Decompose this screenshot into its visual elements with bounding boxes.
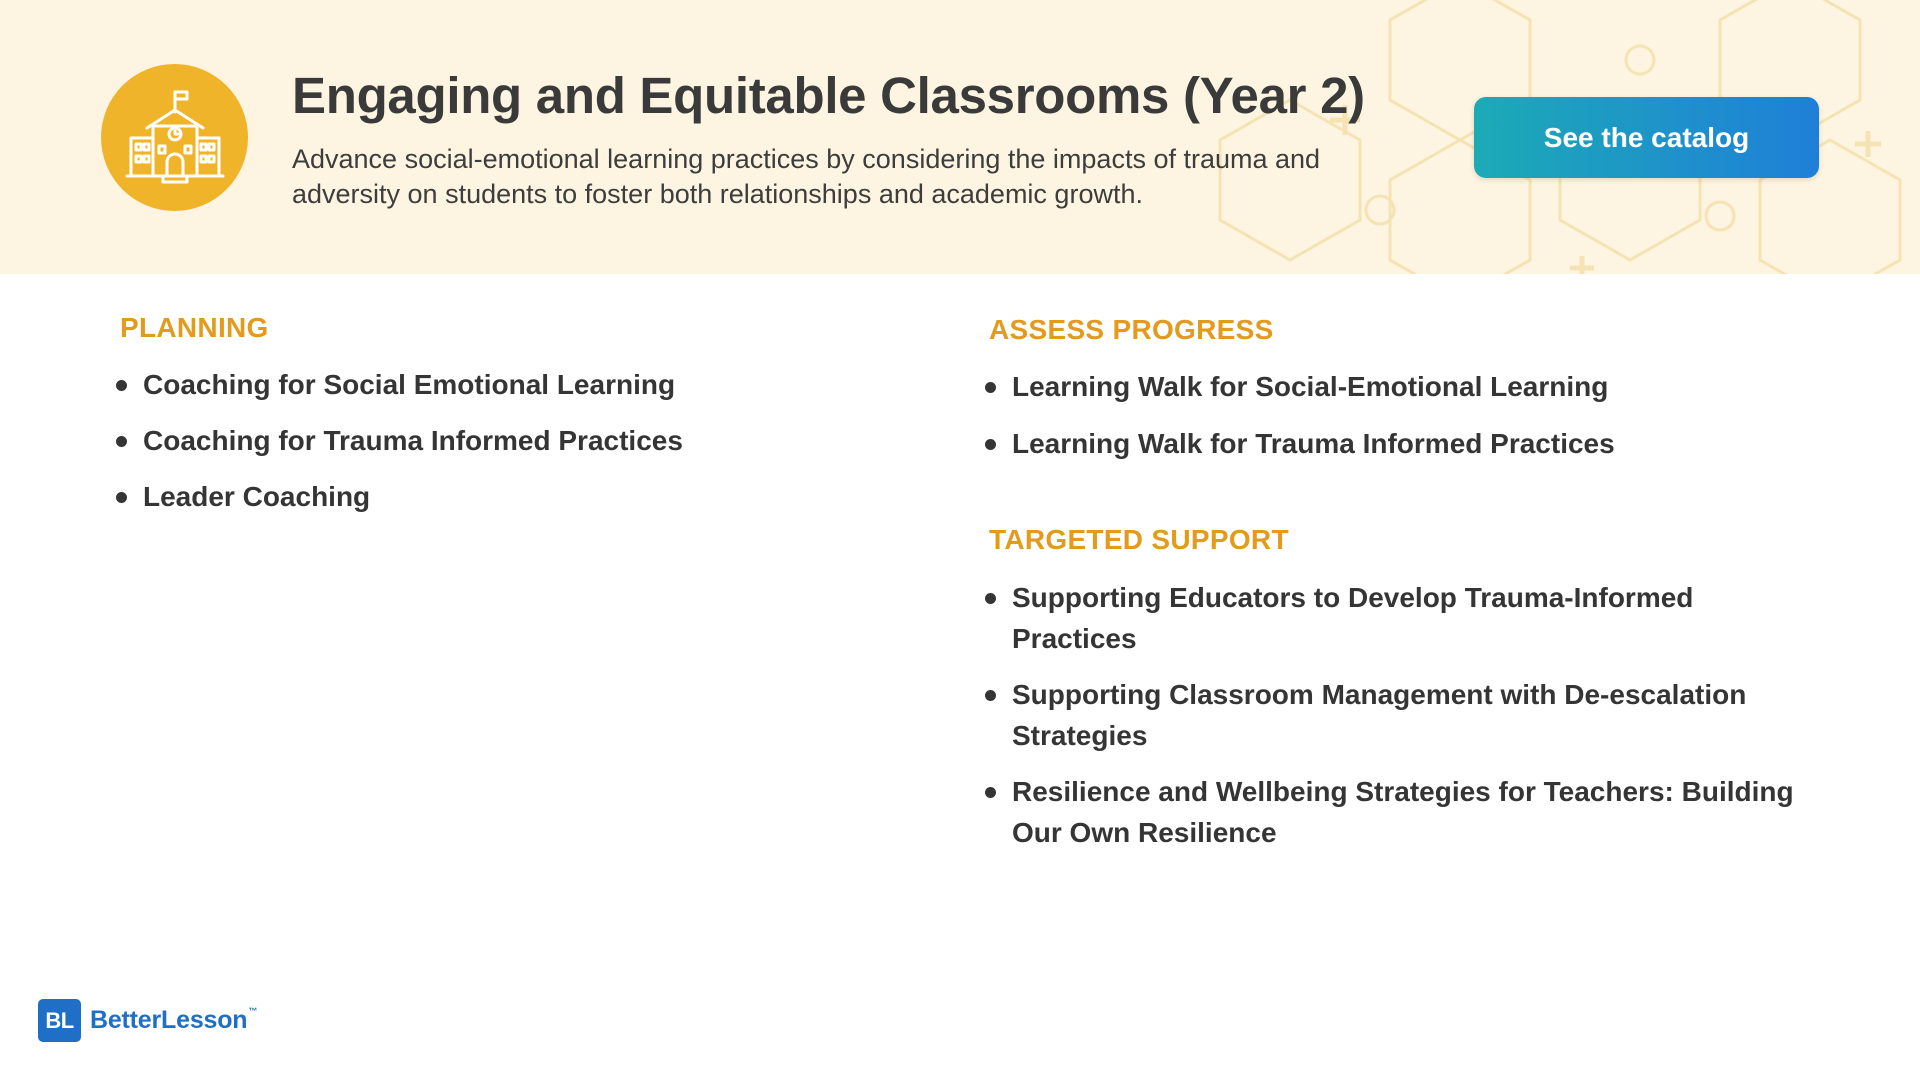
list-item[interactable]: [985, 771, 1805, 853]
header-banner: [0, 0, 1920, 274]
list-item[interactable]: [985, 674, 1805, 756]
list-item-label: Supporting Classroom Management with De-escalation Strategies: [1012, 679, 1747, 751]
bullet-icon: [985, 382, 996, 393]
planning-list: [116, 364, 876, 517]
section-heading-assess-progress: ASSESS PROGRESS: [989, 314, 1274, 345]
school-badge: [101, 64, 248, 211]
list-item-label: Resilience and Wellbeing Strategies for Teachers: Building Our Own Resilience: [1012, 776, 1794, 848]
logo-text: [90, 1006, 257, 1035]
see-catalog-button[interactable]: See the catalog: [1474, 97, 1819, 178]
bullet-icon: [985, 787, 996, 798]
section-heading-planning: PLANNING: [120, 312, 269, 343]
bullet-icon: [985, 690, 996, 701]
list-item-label: Learning Walk for Trauma Informed Practices: [1012, 428, 1615, 459]
list-item-label: Leader Coaching: [143, 481, 371, 512]
list-item-label: Coaching for Trauma Informed Practices: [143, 425, 683, 456]
logo-wordmark: BetterLesson: [90, 1006, 248, 1034]
assess-progress-list: [985, 366, 1805, 464]
list-item[interactable]: [116, 364, 876, 405]
bullet-icon: [985, 593, 996, 604]
list-item[interactable]: [116, 476, 876, 517]
betterlesson-logo[interactable]: [38, 999, 257, 1042]
bullet-icon: [116, 380, 127, 391]
targeted-support-list: [985, 577, 1805, 853]
bullet-icon: [116, 492, 127, 503]
section-heading-targeted-support: TARGETED SUPPORT: [989, 524, 1289, 555]
page-title: Engaging and Equitable Classrooms (Year 2): [292, 67, 1365, 124]
bullet-icon: [985, 439, 996, 450]
logo-mark: BL: [38, 999, 81, 1042]
list-item[interactable]: [116, 420, 876, 461]
page-subtitle: Advance social-emotional learning practices by considering the impacts of trauma and adversity on students to foster both relationships and academic growth.: [292, 144, 1321, 209]
list-item-label: Supporting Educators to Develop Trauma-Informed Practices: [1012, 582, 1694, 654]
list-item-label: Learning Walk for Social-Emotional Learning: [1012, 371, 1609, 402]
logo-trademark: ™: [248, 1006, 258, 1016]
list-item[interactable]: [985, 423, 1805, 464]
list-item[interactable]: [985, 577, 1805, 659]
list-item[interactable]: [985, 366, 1805, 407]
list-item-label: Coaching for Social Emotional Learning: [143, 369, 676, 400]
school-building-icon: [123, 86, 227, 190]
bullet-icon: [116, 436, 127, 447]
